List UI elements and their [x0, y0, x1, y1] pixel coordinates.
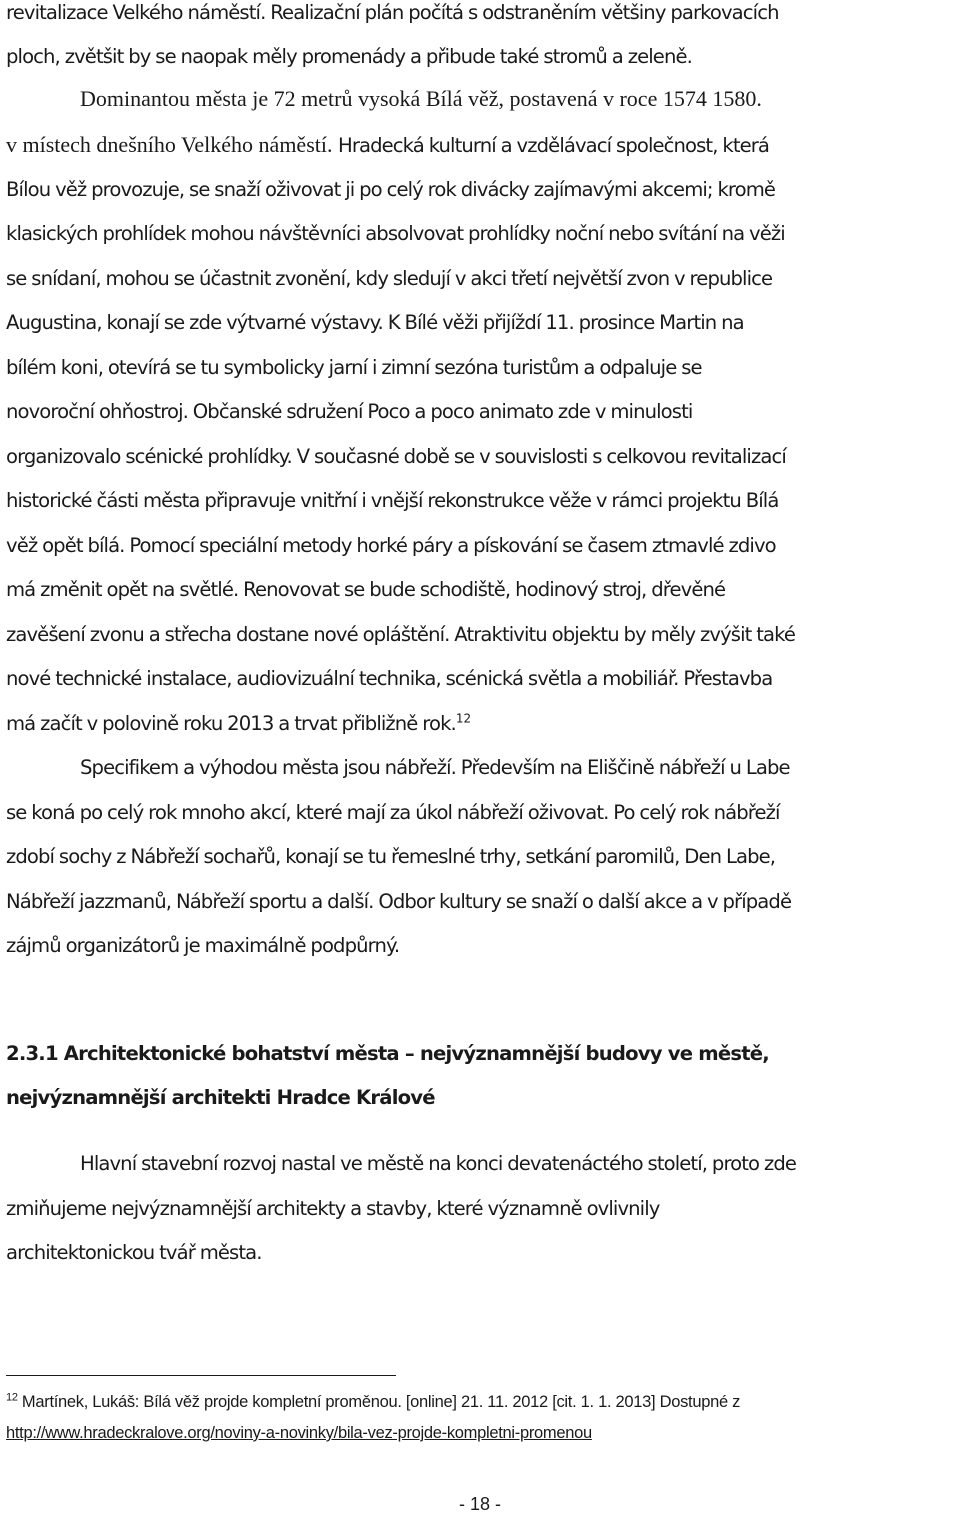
body-line-2: ploch, zvětšit by se naopak měly promenády a přibude také stromů a zeleně. — [6, 45, 692, 68]
footnote-citation: Martínek, Lukáš: Bílá věž projde kompletní proměnou. [online] 21. 11. 2012 [cit. 1. 1. 2013] Dostupné z — [17, 1393, 741, 1411]
body-line-4-end: Hradecká kulturní a vzdělávací společnost, která — [338, 134, 770, 157]
footnote-link[interactable]: http://www.hradeckralove.org/noviny-a-novinky/bila-vez-projde-kompletni-promenou — [6, 1424, 592, 1442]
body-line-19: se koná po celý rok mnoho akcí, které mají za úkol nábřeží oživovat. Po celý rok nábřeží — [6, 801, 780, 824]
footnote-reference[interactable]: 12 — [455, 711, 472, 726]
body-line-21: Nábřeží jazzmanů, Nábřeží sportu a další. Odbor kultury se snaží o další akce a v případě — [6, 890, 792, 913]
body-line-7: se snídaní, mohou se účastnit zvonění, kdy sledují v akci třetí největší zvon v republice — [6, 267, 773, 290]
body-line-20: zdobí sochy z Nábřeží sochařů, konají se tu řemeslné trhy, setkání paromilů, Den Labe, — [6, 845, 776, 868]
section-line-3: architektonickou tvář města. — [6, 1241, 262, 1264]
body-line-11: organizovalo scénické prohlídky. V současné době se v souvislosti s celkovou revitalizací — [6, 445, 786, 468]
body-line-13: věž opět bílá. Pomocí speciální metody horké páry a pískování se časem ztmavlé zdivo — [6, 534, 776, 557]
section-heading-line-1: 2.3.1 Architektonické bohatství města – nejvýznamnější budovy ve městě, — [6, 1042, 769, 1065]
body-line-17 — [6, 711, 471, 737]
body-line-10: novoroční ohňostroj. Občanské sdružení Poco a poco animato zde v minulosti — [6, 400, 693, 423]
section-heading-line-2: nejvýznamnější architekti Hradce Králové — [6, 1086, 435, 1109]
page-number: - 18 - — [458, 1494, 501, 1514]
body-line-9: bílém koni, otevírá se tu symbolicky jarní i zimní sezóna turistům a odpaluje se — [6, 356, 702, 379]
footnote-text — [6, 1392, 740, 1412]
section-line-2: zmiňujeme nejvýznamnější architekty a stavby, které významně ovlivnily — [6, 1197, 660, 1220]
body-line-3: Dominantou města je 72 metrů vysoká Bílá věž, postavená v roce 1574 1580. — [80, 86, 762, 111]
body-line-14: má změnit opět na světlé. Renovovat se bude schodiště, hodinový stroj, dřevěné — [6, 578, 726, 601]
body-line-18: Specifikem a výhodou města jsou nábřeží. Především na Eliščině nábřeží u Labe — [80, 756, 790, 779]
body-line-4 — [6, 132, 769, 159]
footnote-mark: 12 — [6, 1391, 18, 1404]
footnote-link-line — [6, 1423, 592, 1443]
section-line-1: Hlavní stavební rozvoj nastal ve městě na konci devatenáctého století, proto zde — [80, 1152, 797, 1175]
body-line-12: historické části města připravuje vnitřní i vnější rekonstrukce věže v rámci projektu Bílá — [6, 489, 779, 512]
body-line-6: klasických prohlídek mohou návštěvníci absolvovat prohlídky noční nebo svítání na věži — [6, 222, 785, 245]
body-line-5: Bílou věž provozuje, se snaží oživovat ji po celý rok divácky zajímavými akcemi; kromě — [6, 178, 776, 201]
body-line-8: Augustina, konají se zde výtvarné výstavy. K Bílé věži přijíždí 11. prosince Martin na — [6, 311, 744, 334]
body-line-1: revitalizace Velkého náměstí. Realizační plán počítá s odstraněním většiny parkovacích — [6, 1, 779, 24]
body-line-4-start: v místech dnešního Velkého náměstí. — [6, 132, 338, 157]
body-line-15: zavěšení zvonu a střecha dostane nové opláštění. Atraktivitu objektu by měly zvýšit také — [6, 623, 796, 646]
body-line-17-text: má začít v polovině roku 2013 a trvat přibližně rok. — [6, 712, 456, 735]
body-line-22: zájmů organizátorů je maximálně podpůrný. — [6, 934, 400, 957]
body-line-16: nové technické instalace, audiovizuální technika, scénická světla a mobiliář. Přestavba — [6, 667, 773, 690]
footnote-separator — [6, 1375, 396, 1376]
